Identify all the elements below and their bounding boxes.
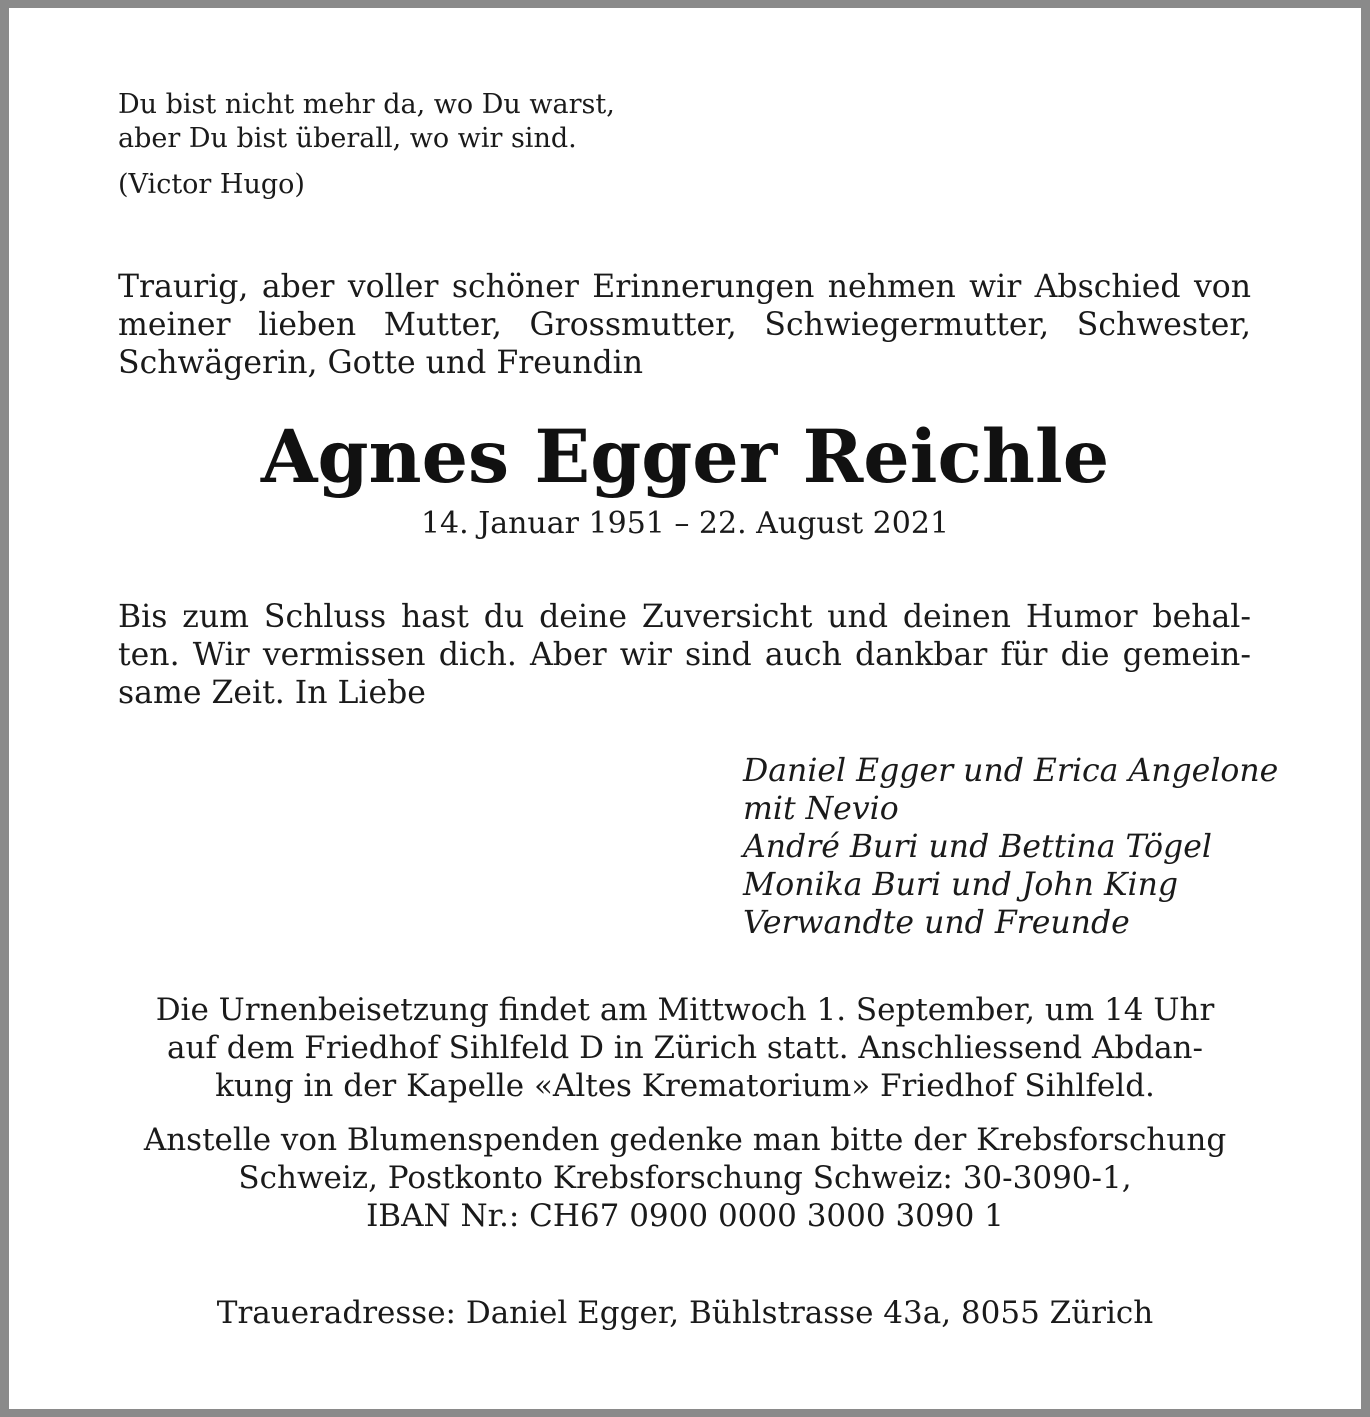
quote-line: aber Du bist überall, wo wir sind. bbox=[118, 123, 577, 154]
mourning-address: Traueradresse: Daniel Egger, Bühlstrasse 43a, 8055 Zürich bbox=[216, 1295, 1154, 1331]
donation-notice bbox=[0, 1121, 1370, 1235]
donation-line: IBAN Nr.: CH67 0900 0000 3000 3090 1 bbox=[366, 1198, 1004, 1234]
ceremony-line: auf dem Friedhof Sihlfeld D in Zürich statt. Anschliessend Abdan- bbox=[167, 1030, 1203, 1066]
deceased-name: Agnes Egger Reichle bbox=[260, 414, 1110, 500]
message-line: Bis zum Schluss hast du deine Zuversicht und deinen Humor behal- bbox=[118, 599, 1251, 635]
epigraph-quote bbox=[118, 88, 818, 156]
mourner-entry: Monika Buri und John King bbox=[743, 867, 1179, 903]
farewell-message bbox=[118, 598, 1251, 712]
quote-line: Du bist nicht mehr da, wo Du warst, bbox=[118, 89, 615, 120]
donation-line: Anstelle von Blumenspenden gedenke man bitte der Krebsforschung bbox=[143, 1122, 1227, 1158]
quote-author: (Victor Hugo) bbox=[118, 169, 305, 200]
life-dates: 14. Januar 1951 – 22. August 2021 bbox=[420, 506, 950, 541]
donation-line: Schweiz, Postkonto Krebsforschung Schweiz: 30-3090-1, bbox=[238, 1160, 1132, 1196]
mourner-entry: Daniel Egger und Erica Angelone bbox=[743, 753, 1279, 789]
mourner-entry: Verwandte und Freunde bbox=[743, 905, 1130, 941]
mourner-entry: mit Nevio bbox=[743, 791, 899, 827]
ceremony-notice bbox=[0, 991, 1370, 1105]
mourners-list bbox=[743, 752, 1303, 942]
ceremony-line: kung in der Kapelle «Altes Krematorium» Friedhof Sihlfeld. bbox=[215, 1068, 1155, 1104]
intro-paragraph: Traurig, aber voller schöner Erinnerungen nehmen wir Abschied von meiner lieben Mutter, Grossmutter, Schwiegermutter, Schwester, Schwägerin, Gotte und Freundin bbox=[118, 269, 1251, 381]
message-line: same Zeit. In Liebe bbox=[118, 675, 426, 711]
message-line: ten. Wir vermissen dich. Aber wir sind auch dankbar für die gemein- bbox=[118, 637, 1251, 673]
mourner-entry: André Buri und Bettina Tögel bbox=[743, 829, 1212, 865]
ceremony-line: Die Urnenbeisetzung findet am Mittwoch 1. September, um 14 Uhr bbox=[155, 992, 1215, 1028]
